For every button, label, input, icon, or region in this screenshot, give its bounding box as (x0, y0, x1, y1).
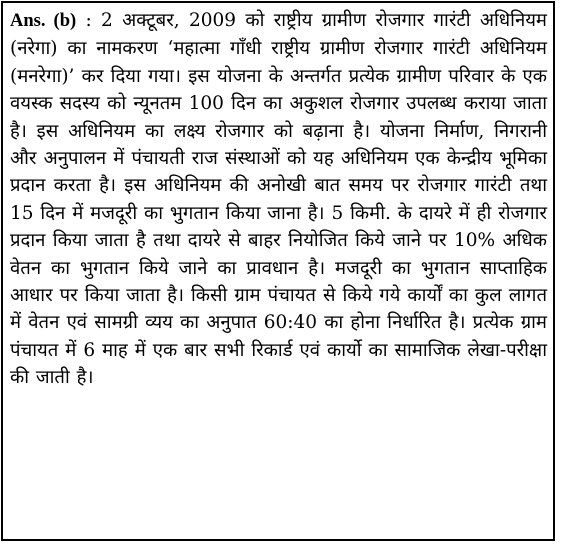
answer-paragraph (10, 7, 547, 392)
answer-body: : 2 अक्टूबर, 2009 को राष्ट्रीय ग्रामीण रोजगार गारंटी अधिनियम (नरेगा) का नामकरण ‘महात्मा गाँधी राष्ट्रीय ग्रामीण रोजगार गारंटी अधिनियम (मनरेगा)’ कर दिया गया। इस योजना के अन्तर्गत प्रत्येक ग्रामीण परिवार के एक वयस्क सदस्य को न्यूनतम 100 दिन का अकुशल रोजगार उपलब्ध कराया जाता है। इस अधिनियम का लक्ष्य रोजगार को बढ़ाना है। योजना निर्माण, निगरानी और अनुपालन में पंचायती राज संस्थाओं को यह अधिनियम एक केन्द्रीय भूमिका प्रदान करता है। इस अधिनियम की अनोखी बात समय पर रोजगार गारंटी तथा 15 दिन में मजदूरी का भुगतान किया जाना है। 5 किमी. के दायरे में ही रोजगार प्रदान किया जाता है तथा दायरे से बाहर नियोजित किये जाने पर 10% अधिक वेतन का भुगतान किये जाने का प्रावधान है। मजदूरी का भुगतान साप्ताहिक आधार पर किया जाता है। किसी ग्राम पंचायत से किये गये कार्यों का कुल लागत में वेतन एवं सामग्री व्यय का अनुपात 60:40 का होना निर्धारित है। प्रत्येक ग्राम पंचायत में 6 माह में एक बार सभी रिकार्ड एवं कार्यो का सामाजिक लेखा-परीक्षा की जाती है। (10, 10, 547, 389)
answer-box (1, 1, 555, 541)
answer-label: Ans. (b) (10, 11, 77, 31)
